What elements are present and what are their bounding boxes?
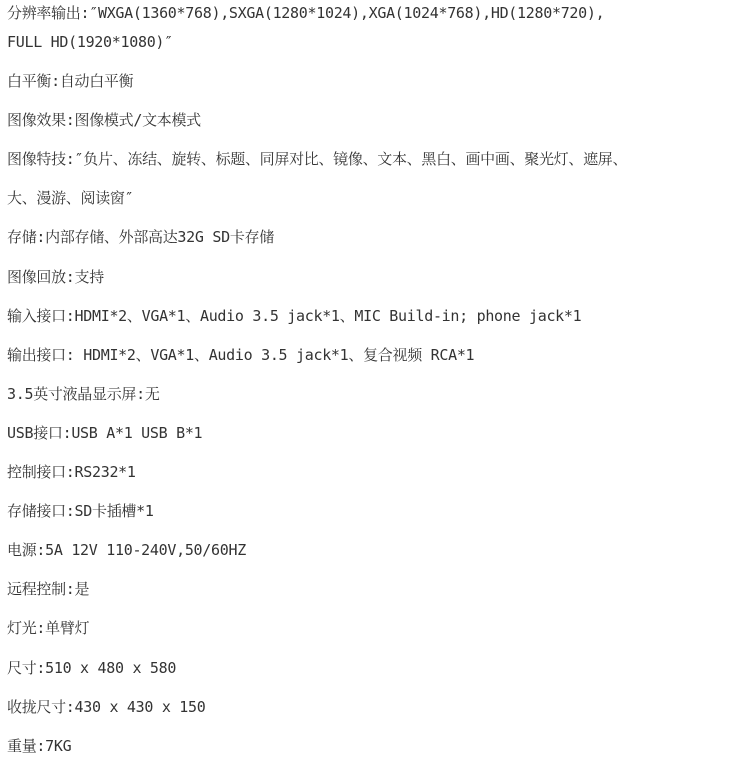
spec-line-usb: USB接口:USB A*1 USB B*1 xyxy=(7,423,203,442)
spec-line-playback: 图像回放:支持 xyxy=(7,267,104,286)
spec-line-control-port: 控制接口:RS232*1 xyxy=(7,463,136,482)
spec-line-storage-port: 存储接口:SD卡插槽*1 xyxy=(7,502,154,521)
spec-line-light: 灯光:单臂灯 xyxy=(7,619,90,638)
spec-line-resolution-output: 分辨率输出:″WXGA(1360*768),SXGA(1280*1024),XGA(1024*768),HD(1280*720), xyxy=(7,4,605,22)
spec-line-image-effect: 图像效果:图像模式/文本模式 xyxy=(7,111,201,130)
spec-list xyxy=(7,0,750,772)
spec-line-output-ports: 输出接口: HDMI*2、VGA*1、Audio 3.5 jack*1、复合视频 RCA*1 xyxy=(7,345,475,364)
spec-line-power: 电源:5A 12V 110-240V,50/60HZ xyxy=(7,541,246,560)
spec-line-resolution-output-cont: FULL HD(1920*1080)″ xyxy=(7,33,173,51)
spec-line-white-balance: 白平衡:自动白平衡 xyxy=(7,72,134,91)
spec-line-dimensions: 尺寸:510 x 480 x 580 xyxy=(7,658,177,677)
spec-line-lcd: 3.5英寸液晶显示屏:无 xyxy=(7,384,160,403)
spec-line-remote-control: 远程控制:是 xyxy=(7,580,90,599)
spec-line-storage: 存储:内部存储、外部高达32G SD卡存储 xyxy=(7,228,274,247)
spec-line-image-effects-special: 图像特技:″负片、冻结、旋转、标题、同屏对比、镜像、文本、黑白、画中画、聚光灯、遮屏、 xyxy=(7,150,628,169)
spec-line-image-effects-special-cont: 大、漫游、阅读窗″ xyxy=(7,189,134,208)
spec-line-folded-dimensions: 收拢尺寸:430 x 430 x 150 xyxy=(7,697,206,716)
spec-line-weight: 重量:7KG xyxy=(7,736,72,755)
spec-line-input-ports: 输入接口:HDMI*2、VGA*1、Audio 3.5 jack*1、MIC Build-in; phone jack*1 xyxy=(7,306,582,325)
